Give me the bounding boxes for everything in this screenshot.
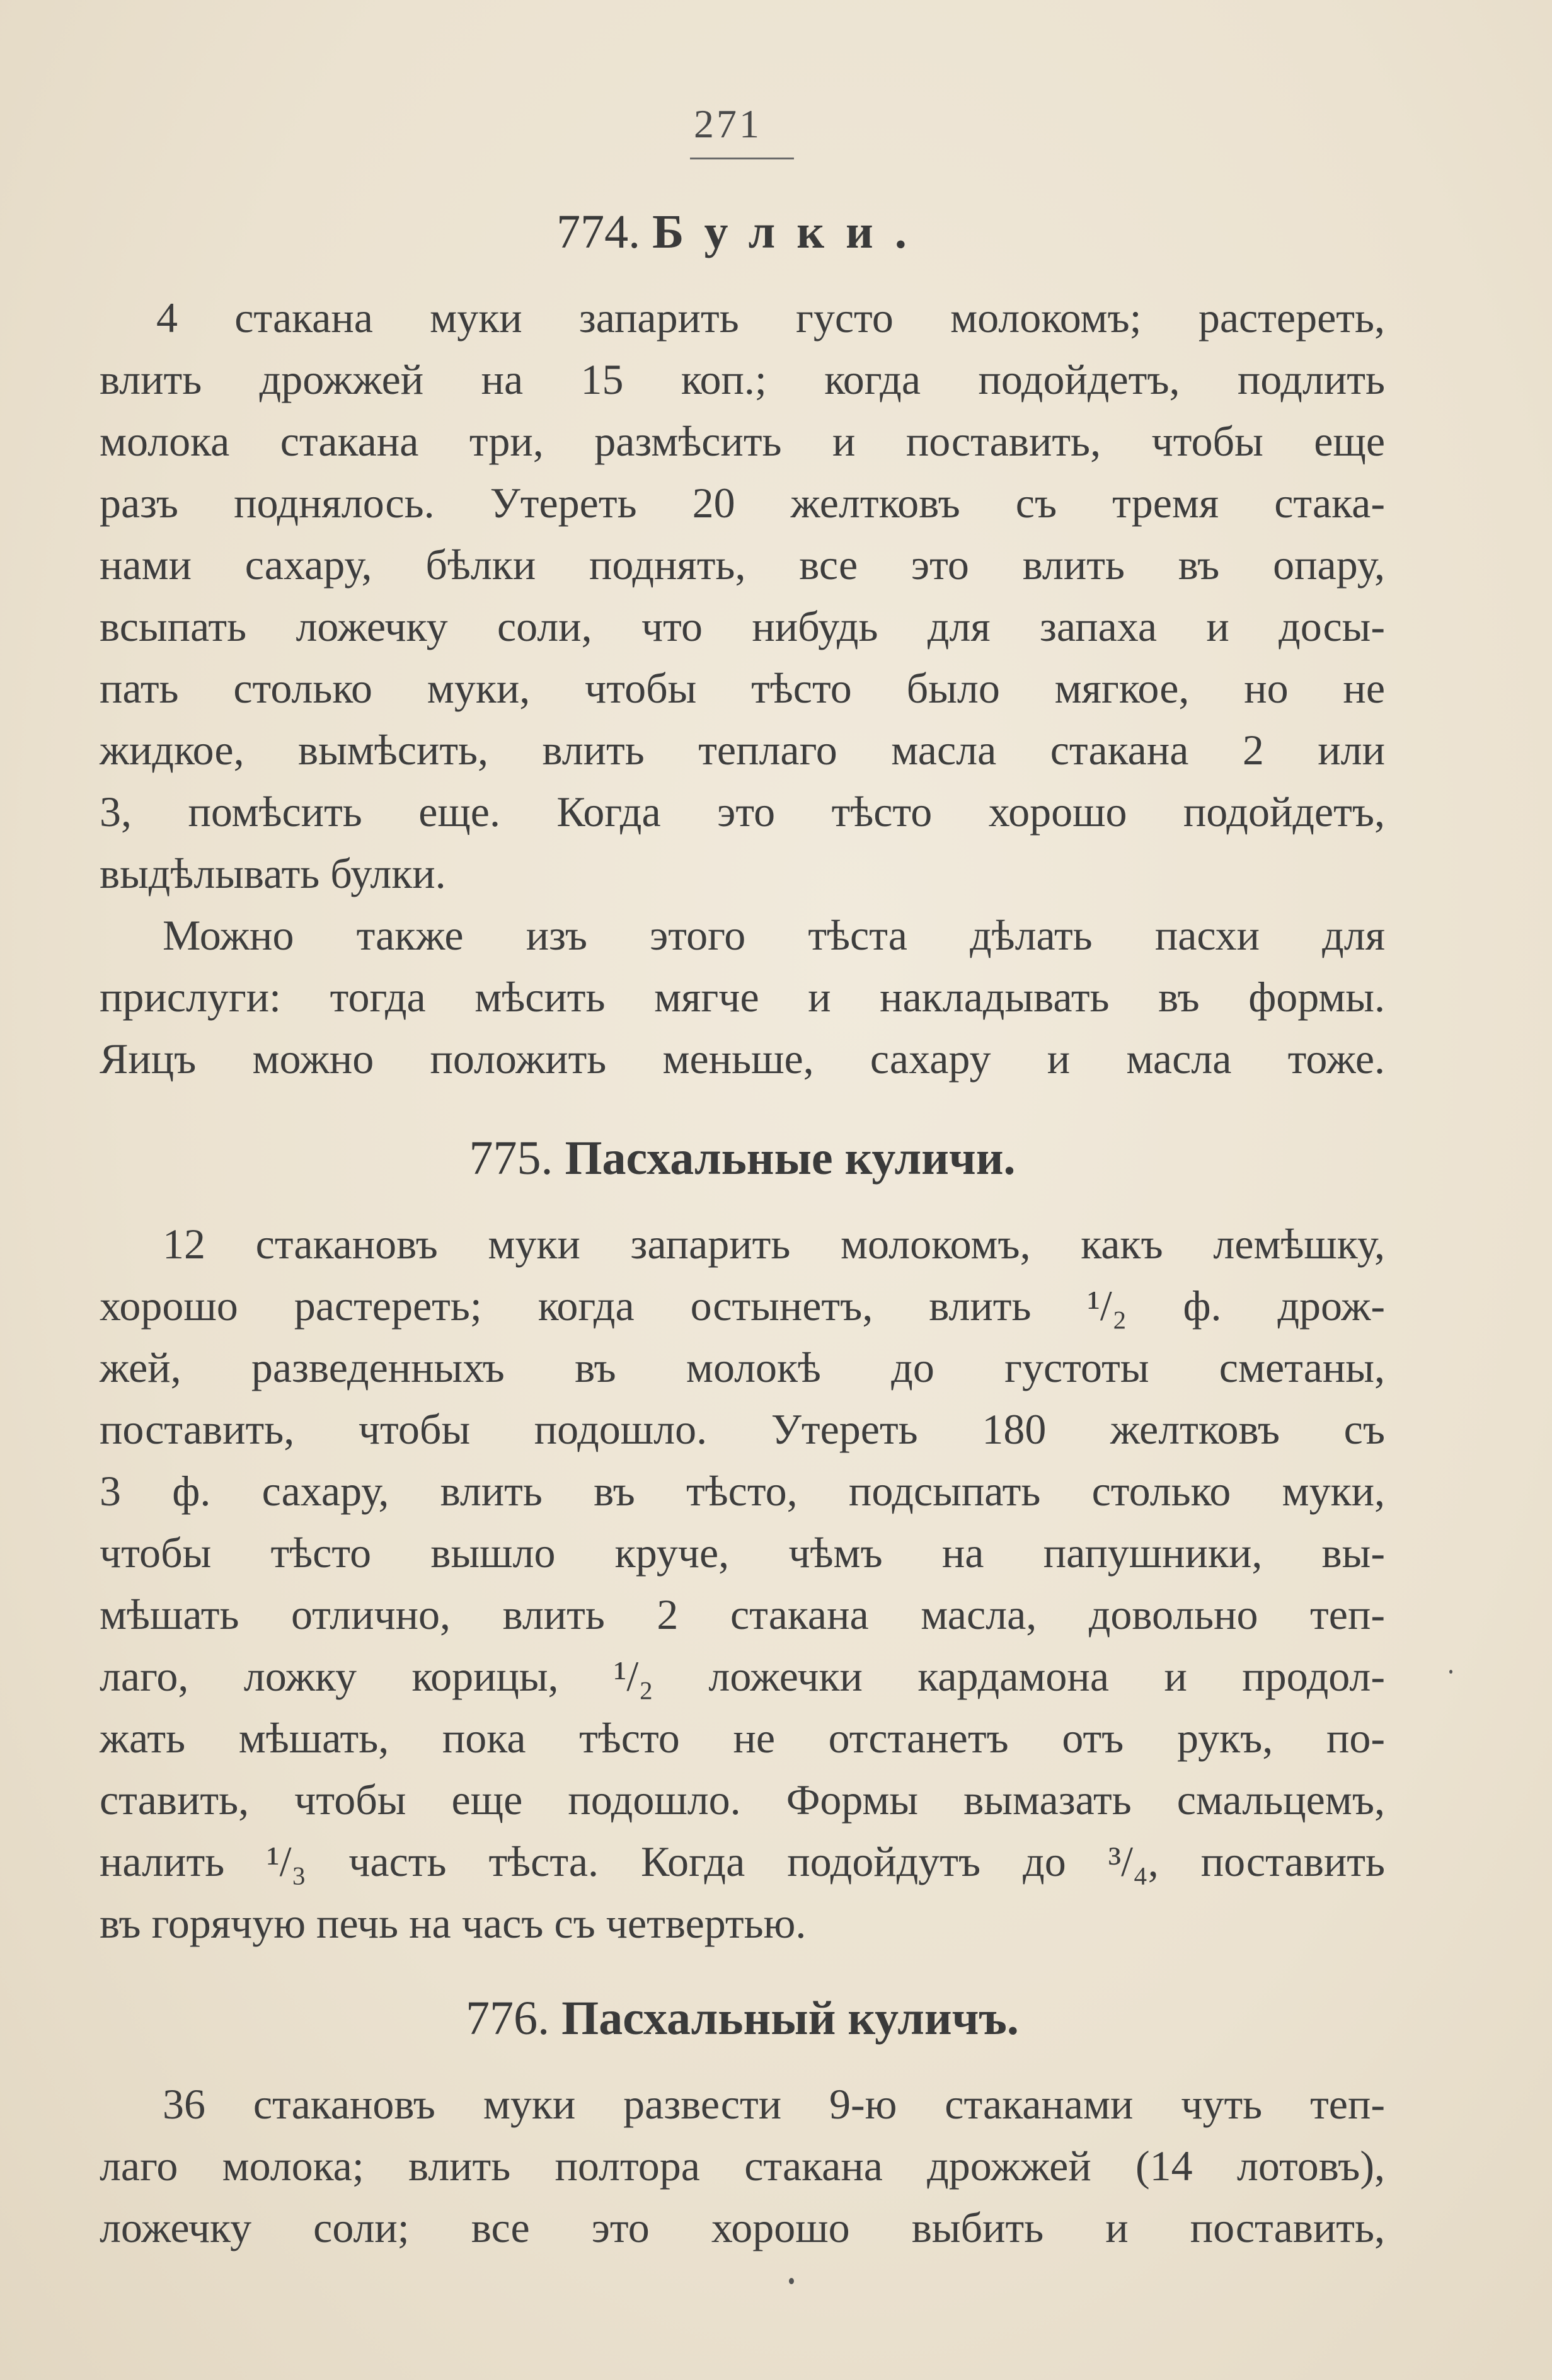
text-line: лаго, ложку корицы, ¹/₂ ложечки кардамона и продол- [100,1652,1385,1700]
page-number-rule [690,158,794,159]
text-line: жидкое, вымѣсить, влить теплаго масла стакана 2 или [100,726,1385,774]
paragraph [100,904,1385,1089]
text-line: разъ поднялось. Утереть 20 желтковъ съ тремя стака- [100,479,1385,527]
text-line: Яицъ можно положить меньше, сахару и масла тоже. [100,1035,1385,1083]
text-line: чтобы тѣсто вышло круче, чѣмъ на папушники, вы- [100,1529,1385,1577]
text-line: нами сахару, бѣлки поднять, все это влить въ опару, [100,541,1385,589]
paragraph [100,1213,1385,1954]
text-line: 3, помѣсить еще. Когда это тѣсто хорошо подойдетъ, [100,788,1385,836]
recipe-heading-774 [100,205,1385,260]
text-line: 36 стакановъ муки развести 9-ю стаканами чуть теп- [163,2080,1385,2128]
recipe-title: Пасхальный куличъ. [561,1992,1019,2045]
recipe-number: 776. [466,1992,550,2045]
text-line: налить ¹/₃ часть тѣста. Когда подойдутъ до ³/₄, поставить [100,1837,1385,1885]
ink-speck [1449,1670,1452,1674]
recipe-title: Булки. [652,205,928,258]
text-line: лаго молока; влить полтора стакана дрожжей (14 лотовъ), [100,2142,1385,2190]
recipe-text-776 [100,2073,1385,2258]
text-line: прислуги: тогда мѣсить мягче и накладывать въ формы. [100,973,1385,1021]
recipe-title: Пасхальные куличи. [565,1132,1016,1185]
text-line: поставить, чтобы подошло. Утереть 180 желтковъ съ [100,1405,1385,1453]
text-line: 4 стакана муки запарить густо молокомъ; растереть, [156,294,1385,342]
text-line: влить дрожжей на 15 коп.; когда подойдетъ, подлить [100,355,1385,403]
text-line: въ горячую печь на часъ съ четвертью. [100,1899,807,1947]
recipe-text-775 [100,1213,1385,1954]
paragraph [100,2073,1385,2258]
recipe-number: 774. [556,205,641,258]
recipe-heading-775 [100,1131,1385,1186]
text-line: ставить, чтобы еще подошло. Формы вымазать смальцемъ, [100,1776,1385,1824]
text-line: всыпать ложечку соли, что нибудь для запаха и досы- [100,602,1385,650]
text-line: хорошо растереть; когда остынетъ, влить ¹/₂ ф. дрож- [100,1282,1385,1330]
text-line: жей, разведенныхъ въ молокѣ до густоты сметаны, [100,1343,1385,1391]
page-number: 271 [694,101,762,146]
text-line: 12 стакановъ муки запарить молокомъ, какъ лемѣшку, [163,1220,1385,1268]
text-line: жать мѣшать, пока тѣсто не отстанетъ отъ рукъ, по- [100,1714,1385,1762]
ink-speck [789,2278,794,2284]
recipe-heading-776 [100,1991,1385,2046]
text-line: выдѣлывать булки. [100,849,446,897]
text-line: молока стакана три, размѣсить и поставить, чтобы еще [100,417,1385,465]
paragraph [100,287,1385,904]
recipe-text-774 [100,287,1385,1089]
text-line: пать столько муки, чтобы тѣсто было мягкое, но не [100,664,1385,712]
text-line: 3 ф. сахару, влить въ тѣсто, подсыпать столько муки, [100,1467,1385,1515]
text-line: мѣшать отлично, влить 2 стакана масла, довольно теп- [100,1590,1385,1638]
recipe-number: 775. [469,1132,553,1185]
text-line: Можно также изъ этого тѣста дѣлать пасхи для [163,911,1385,959]
text-line: ложечку соли; все это хорошо выбить и поставить, [100,2204,1385,2251]
